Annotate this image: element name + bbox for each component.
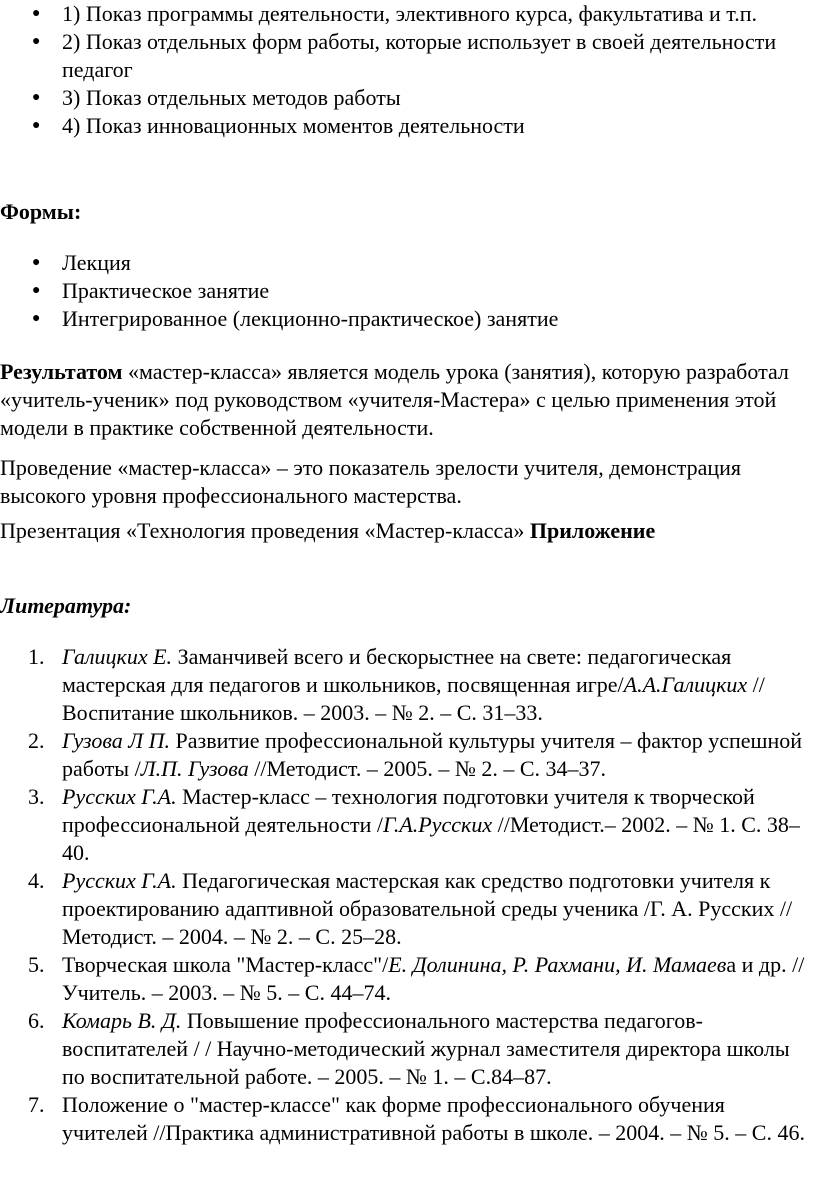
reference-item [0, 951, 816, 1007]
list-item: ● Практическое занятие [32, 278, 270, 303]
reference-text: Повышение профессионального мастерства педагогов-воспитателей / / Научно-методический журнал заместителя директора школы по воспитательной работе. – 2005. – № 1. – С.84–87. [62, 1008, 790, 1089]
reference-author: Русских Г.А. [62, 868, 177, 893]
reference-number: 3. [28, 784, 45, 809]
bullet-dot-icon: ● [32, 283, 41, 298]
result-bold-lead: Результатом [0, 359, 123, 384]
reference-author: Галицких Е. [62, 644, 173, 669]
bullet-dot-icon: ● [32, 90, 41, 105]
bullet-dot-icon: ● [32, 255, 41, 270]
program-bullet-list [0, 0, 816, 140]
reference-author-italic: А.А.Галицких [623, 672, 748, 697]
bullet-dot-icon: ● [32, 311, 41, 326]
reference-item [0, 1007, 816, 1091]
reference-number: 7. [28, 1092, 45, 1117]
reference-number: 2. [28, 728, 45, 753]
appendix-link: Приложение [529, 518, 656, 543]
reference-text: Развитие профессиональной культуры учителя – фактор успешной работы / [62, 728, 803, 781]
reference-text: Мастер-класс – технология подготовки учителя к творческой профессиональной деятельности / [62, 784, 755, 837]
references-list [0, 643, 816, 1147]
reference-item [0, 643, 816, 727]
reference-author-italic: Л.П. Гузова [140, 756, 249, 781]
literature-heading: Литература: [0, 593, 132, 618]
list-item: ● 3) Показ отдельных методов работы [32, 85, 401, 110]
reference-text: Положение о "мастер-классе" как форме профессионального обучения учителей //Практика административной работы в школе. – 2004. – № 5. – С. 46. [62, 1092, 805, 1145]
reference-number: 5. [28, 952, 45, 977]
reference-author-italic: Г.А.Русских [383, 812, 493, 837]
list-item: ● 4) Показ инновационных моментов деятельности [32, 113, 525, 138]
result-paragraph [0, 358, 806, 442]
reference-author-italic: Е. Долинина, Р. Рахмани, И. Мамаев [388, 952, 727, 977]
result-text: «мастер-класса» является модель урока (занятия), которую разработал «учитель-ученик» под руководством «учителя-Мастера» с целью применения этой модели в практике собственной деятельности. [0, 359, 789, 440]
forms-bullet-list [0, 249, 816, 333]
reference-number: 4. [28, 868, 45, 893]
reference-number: 6. [28, 1008, 45, 1033]
reference-text: Педагогическая мастерская как средство подготовки учителя к проектированию адаптивной образовательной среды ученика /Г. А. Русских //Методист. – 2004. – № 2. – С. 25–28. [62, 868, 793, 949]
reference-author: Гузова Л П. [62, 728, 171, 753]
reference-source: //Методист.– 2002. – № 1. С. 38–40. [62, 812, 800, 865]
reference-item [0, 727, 816, 783]
reference-number: 1. [28, 644, 45, 669]
conduct-paragraph: Проведение «мастер-класса» – это показатель зрелости учителя, демонстрация высокого уровня профессионального мастерства. [0, 455, 742, 508]
bullet-dot-icon: ● [32, 6, 41, 21]
forms-heading: Формы: [0, 199, 82, 224]
list-item: ● 1) Показ программы деятельности, элективного курса, факультатива и т.п. [32, 1, 757, 26]
list-item: ● 2) Показ отдельных форм работы, которые использует в своей деятельности педагог [32, 29, 777, 82]
reference-item [0, 783, 816, 867]
reference-source: а и др. //Учитель. – 2003. – № 5. – С. 44–74. [62, 952, 805, 1005]
reference-source: //Методист. – 2005. – № 2. – С. 34–37. [248, 756, 607, 781]
list-item: ● Лекция [32, 250, 131, 275]
reference-text: Заманчивей всего и бескорыстнее на свете: педагогическая мастерская для педагогов и школьников, посвященная игре/ [62, 644, 732, 697]
reference-author: Русских Г.А. [62, 784, 177, 809]
presentation-paragraph [0, 517, 806, 545]
reference-source: //Воспитание школьников. – 2003. – № 2. – С. 31–33. [62, 672, 765, 725]
reference-author: Комарь В. Д. [62, 1008, 182, 1033]
bullet-dot-icon: ● [32, 34, 41, 49]
bullet-dot-icon: ● [32, 118, 41, 133]
reference-text: Творческая школа "Мастер-класс"/ [62, 952, 389, 977]
presentation-text: Презентация «Технология проведения «Мастер-класса» [0, 518, 530, 543]
reference-item [0, 1091, 816, 1147]
reference-item [0, 867, 816, 951]
list-item: ● Интегрированное (лекционно-практическое) занятие [32, 306, 559, 331]
